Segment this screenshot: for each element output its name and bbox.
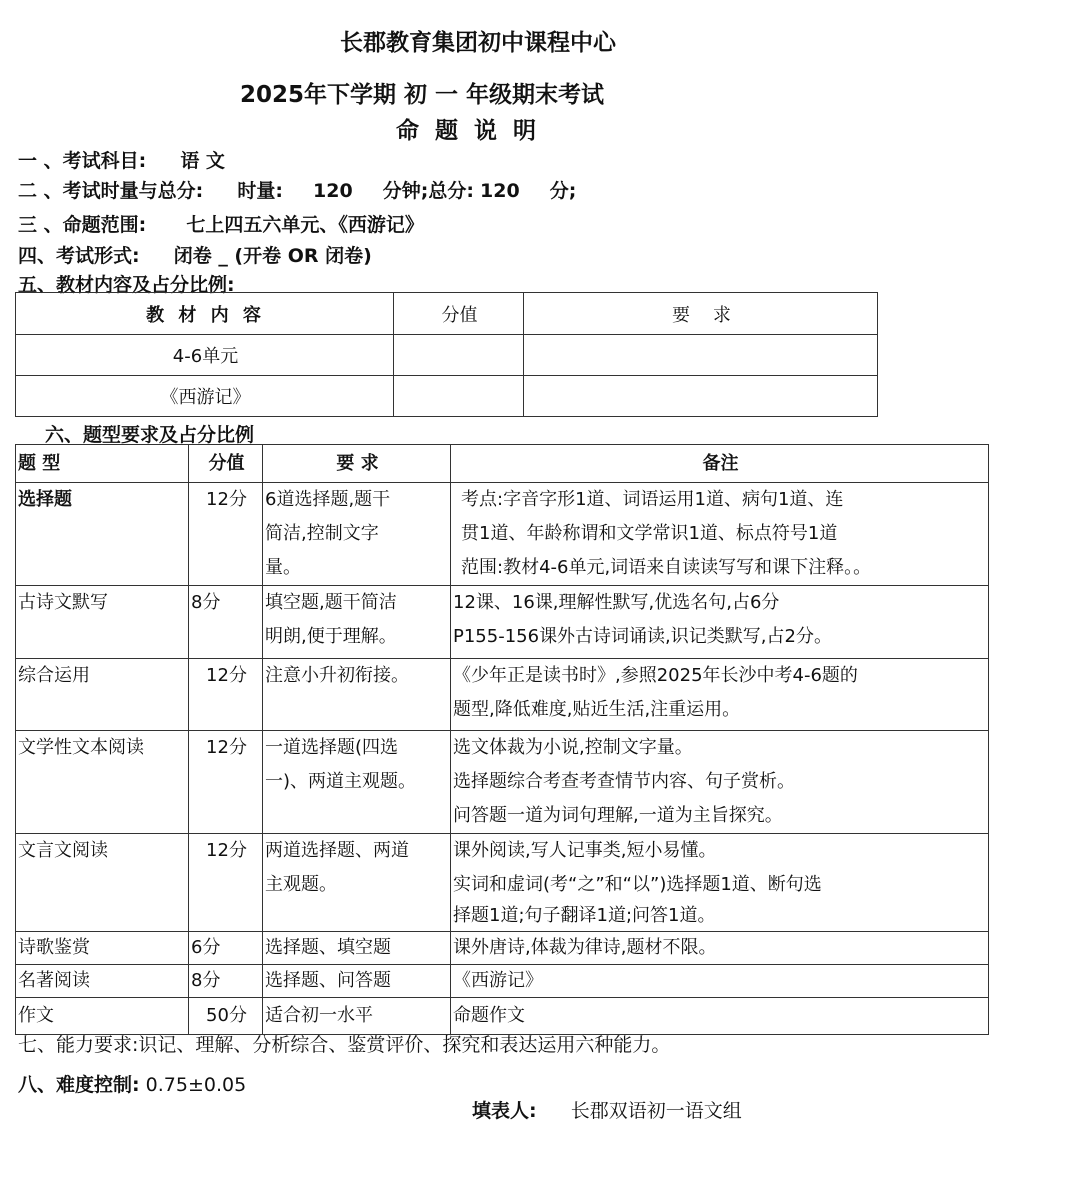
requirement-cell — [524, 335, 878, 376]
note-line: 问答题一道为词句理解,一道为主旨探究。 — [453, 805, 783, 826]
note-cell — [451, 834, 989, 932]
score-cell: 12分 — [189, 731, 263, 834]
score-cell: 50分 — [189, 998, 263, 1035]
note-line: 实词和虚词(考“之”和“以”)选择题1道、断句选 — [453, 874, 822, 895]
note-line: P155-156课外古诗词诵读,识记类默写,占2分。 — [453, 626, 832, 647]
header-score: 分值 — [189, 445, 263, 483]
score-unit: 分; — [549, 180, 577, 202]
note-line: 《少年正是读书时》,参照2025年长沙中考4-6题的 — [453, 665, 858, 686]
score-cell — [394, 376, 524, 417]
note-line: 考点:字音字形1道、词语运用1道、病句1道、连 — [461, 489, 844, 510]
section-ability: 七、能力要求:识记、理解、分析综合、鉴赏评价、探究和表达运用六种能力。 — [18, 1034, 671, 1056]
section-subject — [18, 146, 225, 173]
subject-value: 语 文 — [180, 150, 225, 172]
header-note: 备注 — [451, 445, 989, 483]
type-cell: 诗歌鉴赏 — [16, 932, 189, 965]
content-ratio-table — [15, 292, 878, 417]
table-row — [16, 731, 989, 834]
header-requirement: 要 求 — [524, 293, 878, 335]
table-row — [16, 834, 989, 932]
note-line: 课外阅读,写人记事类,短小易懂。 — [453, 840, 717, 861]
section-question-types: 六、题型要求及占分比例 — [45, 424, 255, 446]
note-cell: 课外唐诗,体裁为律诗,题材不限。 — [451, 932, 989, 965]
section-time-score — [18, 176, 576, 203]
requirement-cell: 选择题、填空题 — [263, 932, 451, 965]
table-header-row — [16, 293, 878, 335]
requirement-cell — [263, 834, 451, 932]
requirement-line: 量。 — [265, 557, 301, 578]
content-cell: 《西游记》 — [16, 376, 394, 417]
note-cell — [451, 731, 989, 834]
note-cell: 《西游记》 — [451, 965, 989, 998]
note-line: 择题1道;句子翻译1道;问答1道。 — [453, 905, 716, 926]
filler-value: 长郡双语初一语文组 — [570, 1100, 742, 1122]
requirement-line: 简洁,控制文字 — [265, 523, 379, 544]
requirement-cell — [263, 483, 451, 586]
note-cell — [451, 483, 989, 586]
note-line: 范围:教材4-6单元,词语来自读读写写和课下注释。。 — [461, 557, 872, 578]
score-cell: 12分 — [189, 483, 263, 586]
requirement-line: 注意小升初衔接。 — [265, 665, 409, 686]
score-cell: 12分 — [189, 834, 263, 932]
table-row — [16, 376, 878, 417]
note-cell: 命题作文 — [451, 998, 989, 1035]
note-cell — [451, 586, 989, 659]
score-cell — [394, 335, 524, 376]
exam-title: 2025年下学期 初 一 年级期末考试 — [240, 82, 605, 108]
note-line: 选文体裁为小说,控制文字量。 — [453, 737, 693, 758]
filler-line — [472, 1096, 742, 1123]
section-content-ratio: 五、教材内容及占分比例: — [18, 274, 235, 296]
score-cell: 6分 — [189, 932, 263, 965]
score-value: 120 — [480, 180, 520, 202]
format-label: 四、考试形式: — [18, 245, 140, 267]
type-cell: 文言文阅读 — [16, 834, 189, 932]
format-value: 闭卷 _ (开卷 OR 闭卷) — [173, 245, 372, 267]
org-title: 长郡教育集团初中课程中心 — [340, 30, 616, 56]
type-cell: 作文 — [16, 998, 189, 1035]
header-type: 题 型 — [16, 445, 189, 483]
difficulty-label: 八、难度控制: — [18, 1074, 140, 1096]
requirement-line: 明朗,便于理解。 — [265, 626, 397, 647]
table-row — [16, 335, 878, 376]
note-line: 选择题综合考查考查情节内容、句子赏析。 — [453, 771, 795, 792]
table-row — [16, 998, 989, 1035]
time-label: 时量: — [237, 180, 283, 202]
difficulty-value: 0.75±0.05 — [145, 1074, 247, 1096]
header-content: 教 材 内 容 — [16, 293, 394, 335]
section-difficulty — [18, 1070, 246, 1097]
filler-label: 填表人: — [472, 1100, 537, 1122]
table-row — [16, 483, 989, 586]
time-unit: 分钟;总分: — [382, 180, 474, 202]
type-cell: 文学性文本阅读 — [16, 731, 189, 834]
time-score-label: 二 、考试时量与总分: — [18, 180, 204, 202]
note-line: 贯1道、年龄称谓和文学常识1道、标点符号1道 — [461, 523, 838, 544]
table-row — [16, 659, 989, 731]
requirement-cell — [524, 376, 878, 417]
time-value: 120 — [313, 180, 353, 202]
requirement-cell: 适合初一水平 — [263, 998, 451, 1035]
content-cell: 4-6单元 — [16, 335, 394, 376]
type-cell: 选择题 — [16, 483, 189, 586]
requirement-line: 一)、两道主观题。 — [265, 771, 417, 792]
subject-label: 一 、考试科目: — [18, 150, 147, 172]
requirement-line: 一道选择题(四选 — [265, 737, 399, 758]
table-row — [16, 586, 989, 659]
requirement-line: 6道选择题,题干 — [265, 489, 391, 510]
requirement-cell — [263, 659, 451, 731]
table-header-row — [16, 445, 989, 483]
requirement-cell — [263, 731, 451, 834]
note-line: 12课、16课,理解性默写,优选名句,占6分 — [453, 592, 780, 613]
section-format — [18, 241, 372, 268]
score-cell: 8分 — [189, 965, 263, 998]
header-score: 分值 — [394, 293, 524, 335]
header-requirement: 要 求 — [263, 445, 451, 483]
requirement-cell: 选择题、问答题 — [263, 965, 451, 998]
table-row — [16, 932, 989, 965]
type-cell: 综合运用 — [16, 659, 189, 731]
score-cell: 12分 — [189, 659, 263, 731]
note-cell — [451, 659, 989, 731]
type-cell: 名著阅读 — [16, 965, 189, 998]
score-cell: 8分 — [189, 586, 263, 659]
scope-value: 七上四五六单元、《西游记》 — [186, 214, 424, 236]
doc-title: 命 题 说 明 — [396, 118, 541, 144]
requirement-line: 填空题,题干简洁 — [265, 592, 397, 613]
note-line: 题型,降低难度,贴近生活,注重运用。 — [453, 699, 741, 720]
scope-label: 三 、命题范围: — [18, 214, 147, 236]
question-type-table — [15, 444, 989, 1035]
type-cell: 古诗文默写 — [16, 586, 189, 659]
requirement-line: 两道选择题、两道 — [265, 840, 409, 861]
requirement-cell — [263, 586, 451, 659]
section-scope — [18, 210, 424, 237]
requirement-line: 主观题。 — [265, 874, 337, 895]
table-row — [16, 965, 989, 998]
